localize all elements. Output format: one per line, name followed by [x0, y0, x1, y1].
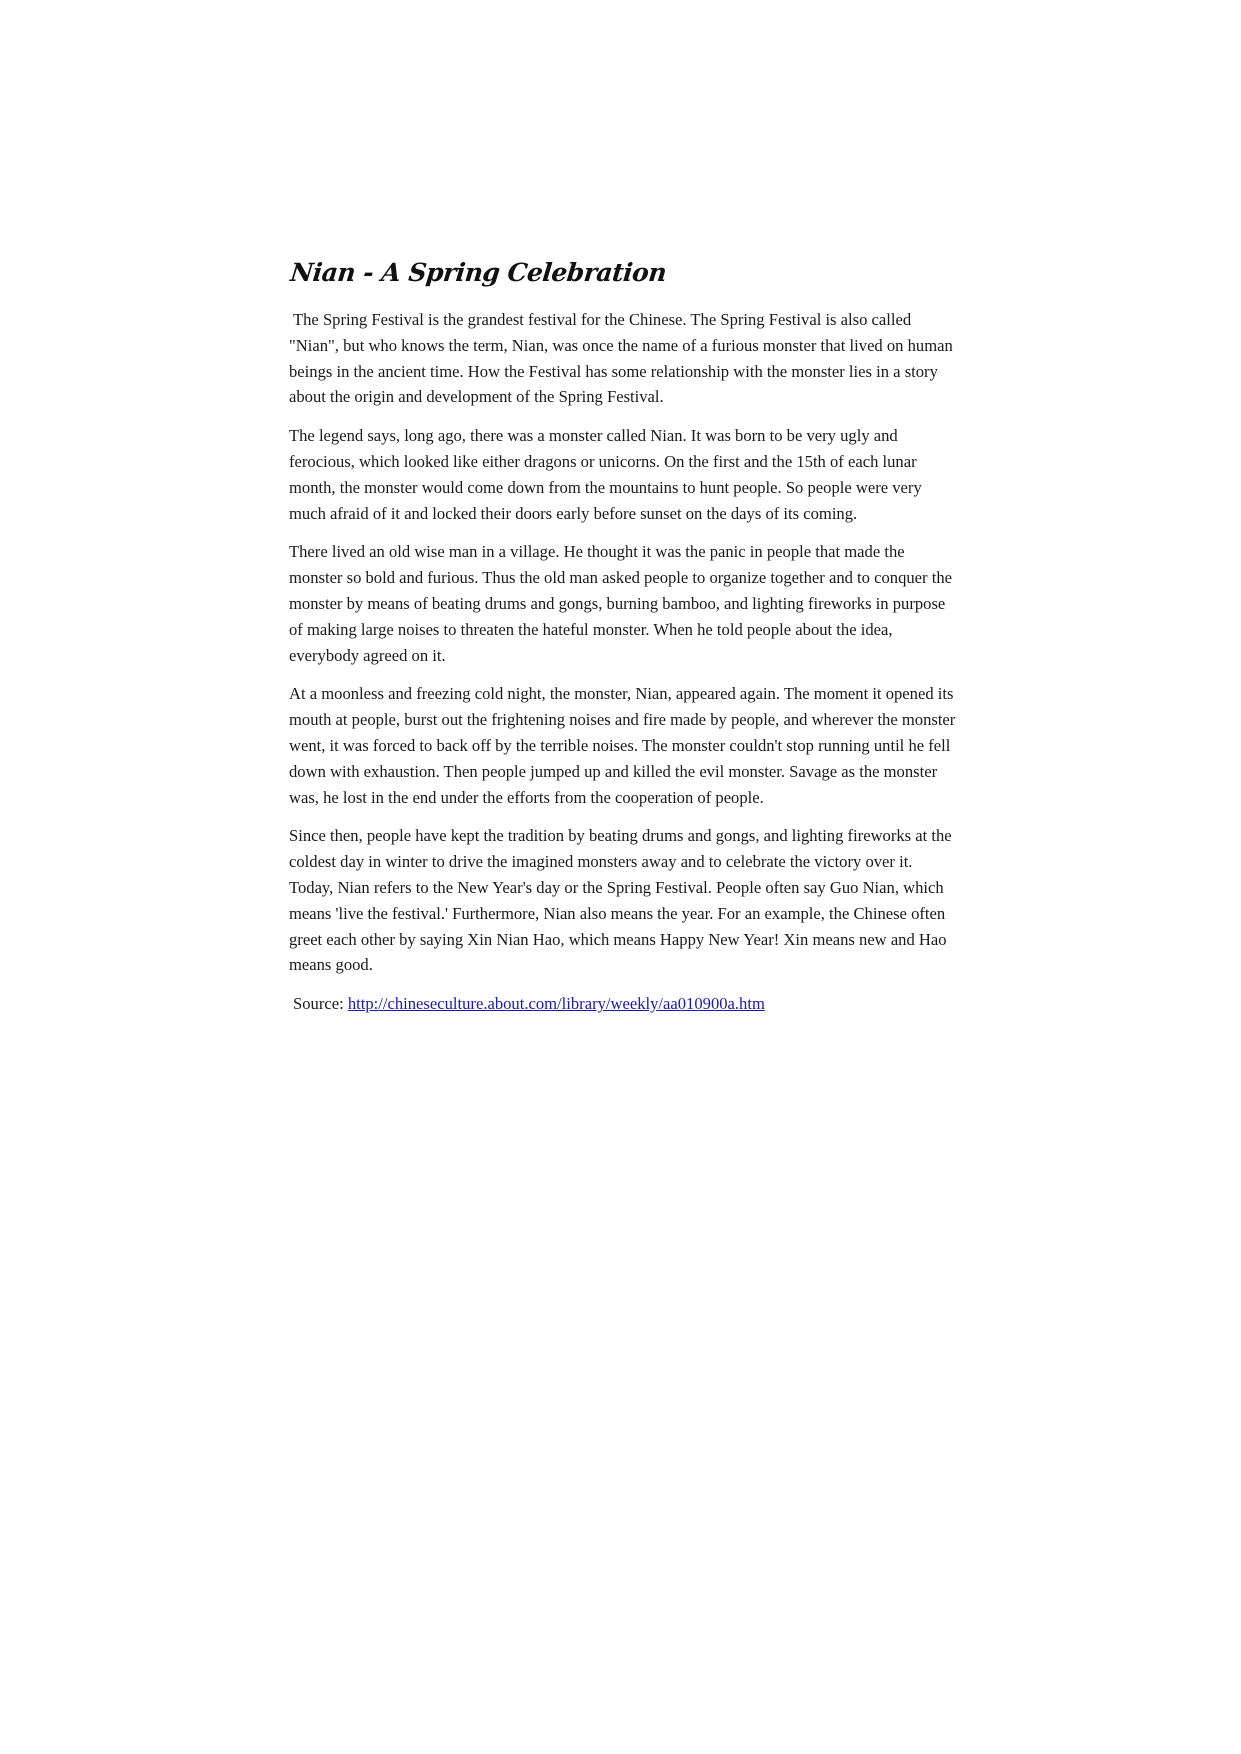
- source-link[interactable]: http://chineseculture.about.com/library/weekly/aa010900a.htm: [347, 994, 765, 1014]
- paragraph-tradition: Since then, people have kept the tradition by beating drums and gongs, and lighting fireworks at the coldest day in winter to drive the imagined monsters away and to celebrate the victory over it. Today, Nian refers to the New Year's day or the Spring Festival. People often say Guo Nian, which means 'live the festival.' Furthermore, Nian also means the year. For an example, the Chinese often greet each other by saying Xin Nian Hao, which means Happy New Year! Xin means new and Hao means good.: [289, 826, 952, 975]
- paragraph-intro: The Spring Festival is the grandest festival for the Chinese. The Spring Festival is also called "Nian", but who knows the term, Nian, was once the name of a furious monster that lived on human beings in the ancient time. How the Festival has some relationship with the monster lies in a story about the origin and development of the Spring Festival.: [289, 310, 953, 407]
- paragraph-wise-man: There lived an old wise man in a village. He thought it was the panic in people that made the monster so bold and furious. Thus the old man asked people to organize together and to conquer the monster by means of beating drums and gongs, burning bamboo, and lighting fireworks in purpose of making large noises to threaten the hateful monster. When he told people about the idea, everybody agreed on it.: [289, 542, 952, 665]
- article-body: [289, 258, 959, 1017]
- source-line: [289, 991, 959, 1017]
- paragraph-moonless-night: At a moonless and freezing cold night, the monster, Nian, appeared again. The moment it opened its mouth at people, burst out the frightening noises and fire made by people, and wherever the monster went, it was forced to back off by the terrible noises. The monster couldn't stop running until he fell down with exhaustion. Then people jumped up and killed the evil monster. Savage as the monster was, he lost in the end under the efforts from the cooperation of people.: [289, 684, 956, 807]
- article-title: Nian - A Spring Celebration: [289, 258, 668, 287]
- paragraph-legend: The legend says, long ago, there was a monster called Nian. It was born to be very ugly and ferocious, which looked like either dragons or unicorns. On the first and the 15th of each lunar month, the monster would come down from the mountains to hunt people. So people were very much afraid of it and locked their doors early before sunset on the days of its coming.: [289, 426, 922, 523]
- source-label: Source:: [293, 994, 348, 1014]
